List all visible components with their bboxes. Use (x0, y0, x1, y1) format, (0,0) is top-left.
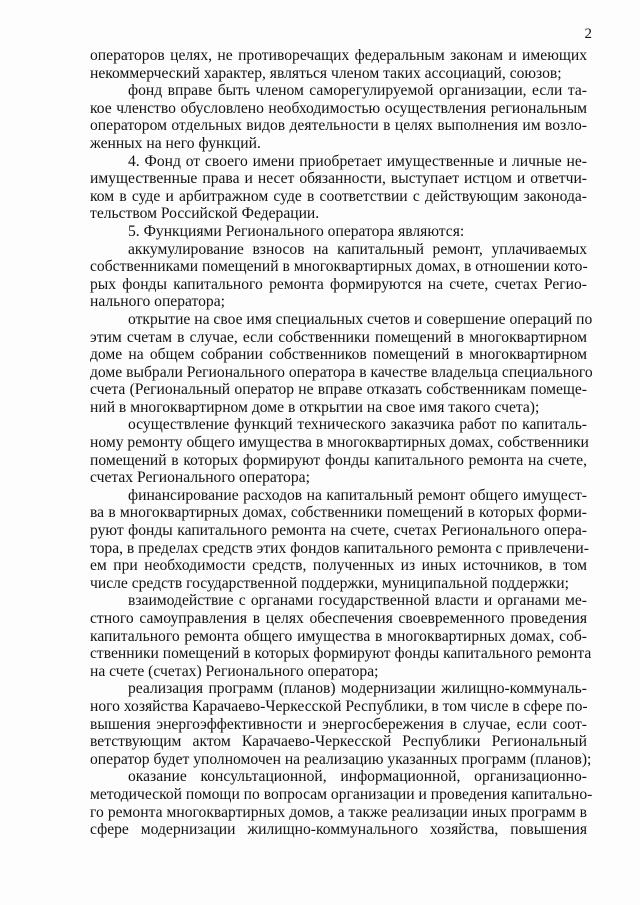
paragraph (90, 310, 593, 417)
text-line: этим счетам в случае, если собственники помещений в многоквартирном (90, 328, 587, 346)
text-line: счетах Регионального оператора; (90, 469, 310, 487)
text-line: имущественные права и несет обязанности, выступает истцом и ответчи- (90, 170, 587, 188)
text-line: 4. Фонд от своего имени приобретает имущественные и личные не- (128, 152, 587, 170)
text-line: операторов целях, не противоречащих федеральным законам и имеющих (90, 47, 587, 64)
text-line: оператором отдельных видов деятельности в целях выполнения им возло- (90, 117, 587, 135)
document-body-text (90, 47, 593, 839)
text-line: реализация программ (планов) модернизации жилищно-коммуналь- (128, 680, 587, 698)
text-line: стного самоуправления в целях обеспечения своевременного проведения (90, 610, 587, 627)
text-line: тора, в пределах средств этих фондов капитального ремонта с привлечени- (90, 539, 589, 557)
page-number: 2 (584, 26, 592, 42)
text-line: некоммерческий характер, являться членом таких ассоциаций, союзов; (90, 64, 562, 82)
paragraph (90, 241, 587, 311)
paragraph (90, 416, 587, 486)
text-line: методической помощи по вопросам организации и проведения капитально- (90, 785, 593, 803)
text-line: рых фонды капитального ремонта формируются на счете, счетах Регио- (90, 275, 587, 293)
text-line: аккумулирование взносов на капитальный ремонт, уплачиваемых (128, 240, 587, 258)
text-line: ному ремонту общего имущества в многоквартирных домах, собственники (90, 434, 589, 452)
text-line: нального оператора; (90, 293, 225, 311)
text-line: на счете (счетах) Регионального оператора; (90, 662, 379, 680)
text-line: осуществление функций технического заказчика работ по капиталь- (128, 416, 587, 434)
paragraph (90, 487, 587, 593)
text-line: вышения энергоэффективности и энергосбережения в случае, если соот- (90, 715, 587, 733)
paragraph (90, 223, 587, 241)
text-line: сфере модернизации жилищно-коммунального хозяйства, повышения (90, 821, 587, 839)
paragraph (90, 82, 587, 152)
text-line: ва в многоквартирных домах, собственники помещений в которых форми- (90, 504, 587, 522)
text-line: 5. Функциями Регионального оператора являются: (128, 222, 465, 240)
text-line: ем при необходимости средств, полученных из иных источников, в том (90, 557, 587, 575)
text-line: фонд вправе быть членом саморегулируемой организации, если та- (128, 82, 587, 100)
text-line: счета (Региональный оператор не вправе отказать собственникам помеще- (90, 381, 587, 399)
text-line: ветствующим актом Карачаево-Черкесской Республики Региональный (90, 733, 587, 751)
text-line: кое членство обусловлено необходимостью осуществления региональным (90, 99, 587, 117)
text-line: числе средств государственной поддержки, муниципальной поддержки; (90, 574, 569, 592)
paragraph (90, 592, 592, 680)
text-line: ного хозяйства Карачаево-Черкесской Республики, в том числе в сфере по- (90, 697, 588, 715)
paragraph (90, 680, 592, 768)
text-line: женных на него функций. (90, 134, 261, 152)
text-line: ственники помещений в которых формируют фонды капитального ремонта (90, 645, 592, 663)
text-line: ний в многоквартирном доме в открытии на свое имя такого счета); (90, 398, 540, 416)
text-line: доме выбрали Регионального оператора в качестве владельца специального (90, 363, 593, 381)
text-line: помещений в которых формируют фонды капитального ремонта на счете, (90, 451, 587, 469)
text-line: оператор будет уполномочен на реализацию указанных программ (планов); (90, 750, 592, 768)
text-line: доме на общем собрании собственников помещений в многоквартирном (90, 346, 587, 364)
text-line: тельством Российской Федерации. (90, 205, 320, 223)
text-line: собственниками помещений в многоквартирных домах, в отношении кото- (90, 258, 588, 276)
paragraph (90, 153, 587, 223)
text-line: финансирование расходов на капитальный ремонт общего имущест- (128, 486, 587, 504)
text-line: открытие на свое имя специальных счетов и совершение операций по (128, 310, 593, 328)
text-line: руют фонды капитального ремонта на счете, счетах Регионального опера- (90, 522, 587, 540)
text-line: капитального ремонта общего имущества в многоквартирных домах, соб- (90, 627, 587, 645)
text-line: взаимодействие с органами государственной власти и органами ме- (128, 592, 587, 610)
text-line: ком в суде и арбитражном суде в соответствии с действующим законода- (90, 187, 587, 205)
paragraph (90, 768, 593, 839)
paragraph (90, 47, 587, 82)
text-line: го ремонта многоквартирных домов, а также реализации иных программ в (90, 803, 587, 821)
text-line: оказание консультационной, информационной, организационно- (128, 768, 587, 786)
